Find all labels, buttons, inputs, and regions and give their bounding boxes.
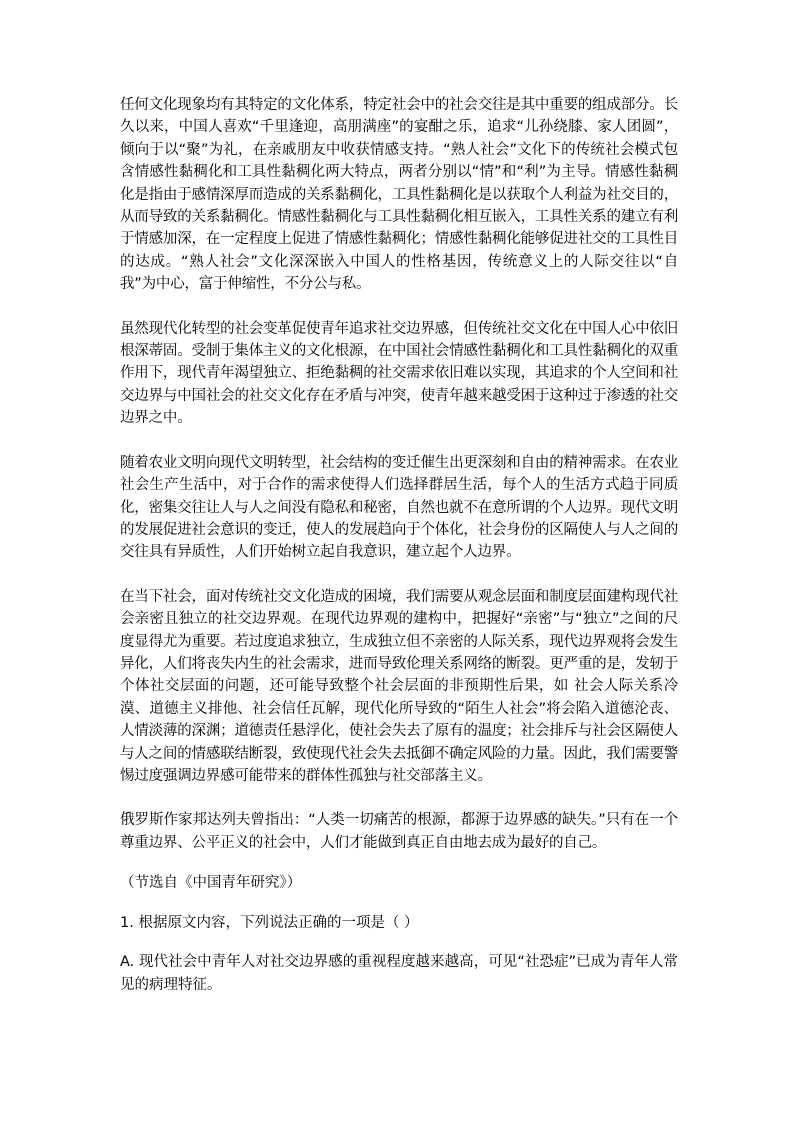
paragraph-4: 在当下社会，面对传统社交文化造成的困境，我们需要从观念层面和制度层面建构现代社会亲密且独立的社交边界观。在现代边界观的建构中，把握好“亲密”与“独立”之间的尺度显得尤为重要。若过度追求独立，生成独立但不亲密的人际关系，现代边界观将会发生异化，人们将丧失内生的社会需求，进而导致伦理关系网络的断裂。更严重的是，发轫于个体社交层面的问题，还可能导致整个社会层面的非预期性后果，如 社会人际关系冷漠、道德主义排他、社会信任瓦解，现代化所导致的“陌生人社会”将会陷入道德沦丧、人情淡薄的深渊；道德责任悬浮化，使社会失去了原有的温度；社会排斥与社会区隔使人与人之间的情感联结断裂，致使现代社会失去抵御不确定风险的力量。因此，我们需要警惕过度强调边界感可能带来的群体性孤独与社交部落主义。	[120, 588, 678, 784]
document-page	[120, 94, 678, 996]
paragraph-3: 随着农业文明向现代文明转型，社会结构的变迁催生出更深刻和自由的精神需求。在农业社会生产生活中，对于合作的需求使得人们选择群居生活，每个人的生活方式趋于同质化，密集交往让人与人之间没有隐私和秘密，自然也就不在意所谓的个人边界。现代文明的发展促进社会意识的变迁，使人的发展趋向于个体化，社会身份的区隔使人与人之间的交往具有异质性，人们开始树立起自我意识，建立起个人边界。	[120, 454, 678, 561]
paragraph-5: 俄罗斯作家邦达列夫曾指出：“人类一切痛苦的根源，都源于边界感的缺失。”只有在一个尊重边界、公平正义的社会中，人们才能做到真正自由地去成为最好的自己。	[120, 812, 678, 851]
source-citation: （节选自《中国青年研究》）	[120, 875, 302, 892]
paragraph-1: 任何文化现象均有其特定的文化体系，特定社会中的社会交往是其中重要的组成部分。长久以来，中国人喜欢“千里逢迎，高朋满座”的宴酣之乐，追求“儿孙绕膝、家人团圆”，倾向于以“聚”为礼，在亲戚朋友中收获情感支持。“熟人社会”文化下的传统社会模式包含情感性黏稠化和工具性黏稠化两大特点，两者分别以“情”和“利”为主导。情感性黏稠化是指由于感情深厚而造成的关系黏稠化，工具性黏稠化是以获取个人利益为社交目的，从而导致的关系黏稠化。情感性黏稠化与工具性黏稠化相互嵌入，工具性关系的建立有利于情感加深，在一定程度上促进了情感性黏稠化；情感性黏稠化能够促进社交的工具性目的达成。“熟人社会”文化深深嵌入中国人的性格基因，传统意义上的人际交往以“自我”为中心，富于伸缩性，不分公与私。	[120, 97, 678, 293]
question-stem: 1. 根据原文内容，下列说法正确的一项是（ ）	[120, 915, 419, 932]
answer-option-a: A. 现代社会中青年人对社交边界感的重视程度越来越高，可见“社恐症”已成为青年人常见的病理特征。	[120, 954, 678, 993]
paragraph-2: 虽然现代化转型的社会变革促使青年追求社交边界感，但传统社交文化在中国人心中依旧根深蒂固。受制于集体主义的文化根源，在中国社会情感性黏稠化和工具性黏稠化的双重作用下，现代青年渴望独立、拒绝黏稠的社交需求依旧难以实现，其追求的个人空间和社交边界与中国社会的社交文化存在矛盾与冲突，使青年越来越受困于这种过于渗透的社交边界之中。	[120, 320, 678, 427]
